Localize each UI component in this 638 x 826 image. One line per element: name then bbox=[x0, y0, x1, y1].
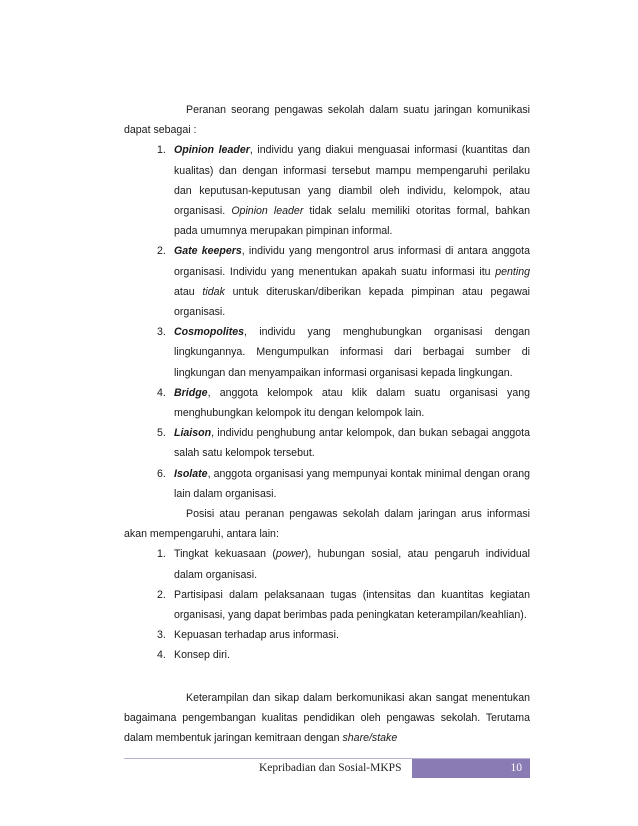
intro-paragraph: Peranan seorang pengawas sekolah dalam suatu jaringan komunikasi dapat sebagai : bbox=[124, 104, 530, 137]
list-item: 2. Gate keepers, individu yang mengontrol arus informasi di antara anggota organisasi. Individu yang menentukan apakah suatu informasi itu penting atau tidak untuk diteruskan/diberikan kepada pimpinan atau pegawai organisasi. bbox=[157, 245, 531, 319]
term: Liaison bbox=[174, 427, 212, 440]
term: Cosmopolites bbox=[174, 326, 245, 339]
list-item: 4. Konsep diri. bbox=[157, 649, 230, 662]
paragraph-gap bbox=[124, 666, 530, 688]
list-item: 3. Kepuasan terhadap arus informasi. bbox=[157, 629, 339, 642]
page-footer bbox=[124, 758, 530, 778]
term: Gate keepers bbox=[174, 245, 242, 258]
footer-title: Kepribadian dan Sosial-MKPS bbox=[259, 762, 402, 774]
third-paragraph: Keterampilan dan sikap dalam berkomunikasi akan sangat menentukan bagaimana pengembangan kualitas pendidikan oleh pengawas sekolah. Terutama dalam membentuk jaringan kemitraan dengan share/stake bbox=[124, 691, 530, 745]
role-list bbox=[124, 140, 530, 504]
list-item: 1. Tingkat kekuasaan (power), hubungan sosial, atau pengaruh individual dalam organisasi. bbox=[157, 548, 530, 581]
influence-list bbox=[124, 544, 530, 665]
list-item: 4. Bridge, anggota kelompok atau klik dalam suatu organisasi yang menghubungkan kelompok itu dengan kelompok lain. bbox=[157, 386, 530, 420]
list-item: 3. Cosmopolites, individu yang menghubungkan organisasi dengan lingkungannya. Mengumpulkan informasi dari berbagai sumber di lingkungan dan menyampaikan informasi organisasi kepada lingkungan. bbox=[157, 326, 530, 379]
page-number: 10 bbox=[412, 759, 530, 778]
list-item: 6. Isolate, anggota organisasi yang mempunyai kontak minimal dengan orang lain dalam organisasi. bbox=[157, 467, 530, 500]
list-item: 5. Liaison, individu penghubung antar kelompok, dan bukan sebagai anggota salah satu kelompok tersebut. bbox=[157, 427, 530, 460]
term: Isolate bbox=[174, 467, 208, 480]
term: Opinion leader bbox=[174, 144, 250, 157]
list-item: 2. Partisipasi dalam pelaksanaan tugas (intensitas dan kuantitas kegiatan organisasi, yang dapat berimbas pada peningkatan keterampilan/keahlian). bbox=[157, 588, 530, 622]
term: Bridge bbox=[174, 386, 208, 399]
second-paragraph: Posisi atau peranan pengawas sekolah dalam jaringan arus informasi akan mempengaruhi, antara lain: bbox=[124, 508, 530, 541]
list-item: 1. Opinion leader, individu yang diakui menguasai informasi (kuantitas dan kualitas) dan dengan informasi tersebut mampu mempengaruhi perilaku dan keputusan-keputusan yang diambil oleh individu, kelompok, atau organisasi. Opinion leader tidak selalu memiliki otoritas formal, bahkan pada umumnya merupakan pimpinan informal. bbox=[157, 144, 531, 238]
page-body bbox=[124, 100, 530, 748]
